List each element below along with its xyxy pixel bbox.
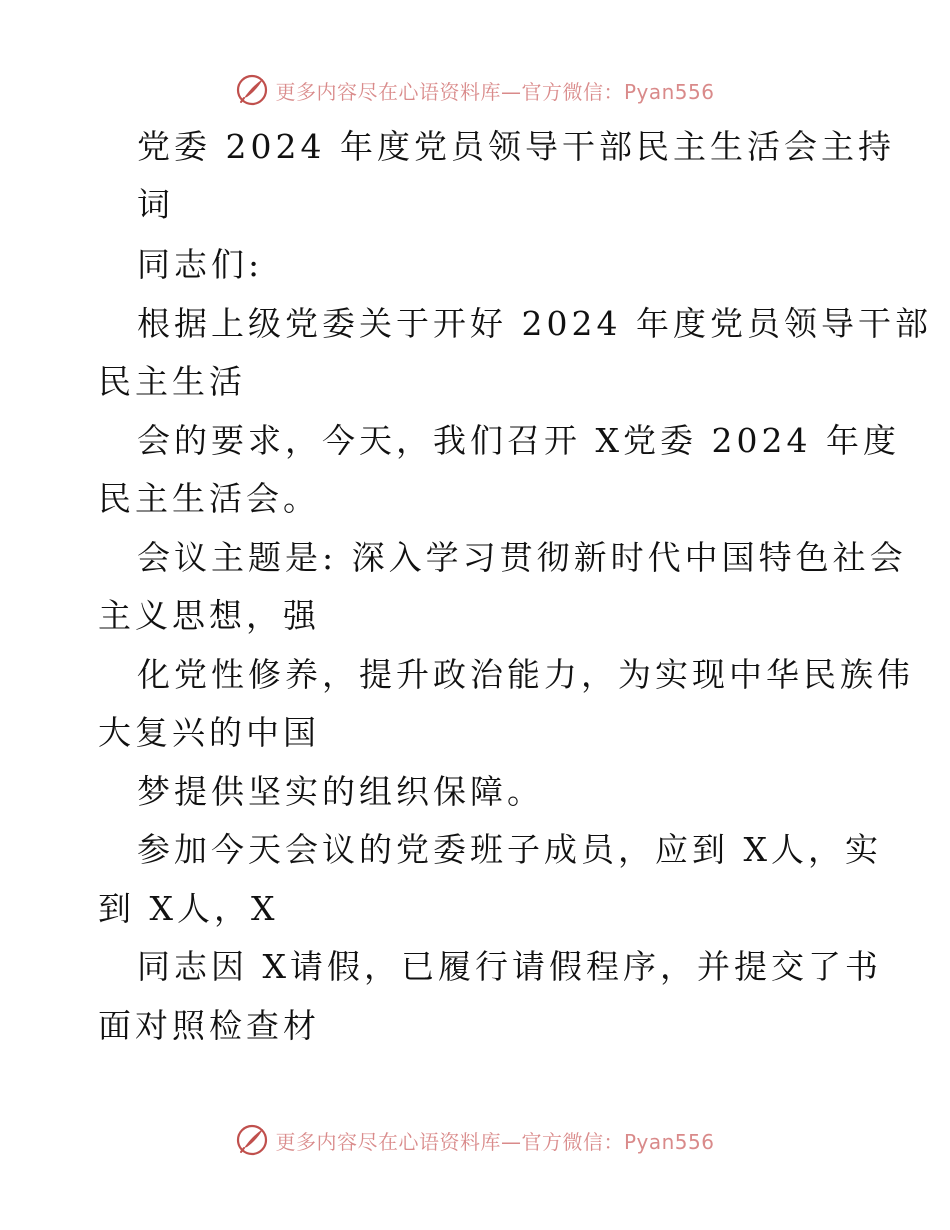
text-line: 根据上级党委关于开好 2024 年度党员领导干部 [137,304,932,343]
text-line: 民主生活 [98,362,246,401]
text-line: 会议主题是: 深入学习贯彻新时代中国特色社会 [137,538,907,577]
text-line: 民主生活会。 [98,479,320,518]
text-line: 大复兴的中国 [98,713,320,752]
text-line: 化党性修养，提升政治能力，为实现中华民族伟 [137,655,914,694]
text-line: 到 X人，X [98,889,279,928]
watermark-text: 更多内容尽在心语资料库—官方微信：Pyan556 [275,1129,715,1154]
text-line: 面对照检查材 [98,1006,320,1045]
text-line: 梦提供坚实的组织保障。 [137,772,544,811]
text-line: 会的要求，今天，我们召开 X党委 2024 年度 [137,421,900,460]
text-line: 主义思想，强 [98,596,320,635]
text-line: 词 [137,185,174,224]
text-line: 同志因 X请假，已履行请假程序，并提交了书 [137,947,882,986]
quill-logo-icon [235,1123,269,1157]
footer-watermark [0,1120,950,1160]
text-line: 参加今天会议的党委班子成员，应到 X人，实 [137,830,882,869]
header-watermark [0,70,950,110]
watermark-text: 更多内容尽在心语资料库—官方微信：Pyan556 [275,79,715,104]
text-line: 同志们: [137,245,264,284]
text-line: 党委 2024 年度党员领导干部民主生活会主持 [137,127,895,166]
quill-logo-icon [235,73,269,107]
